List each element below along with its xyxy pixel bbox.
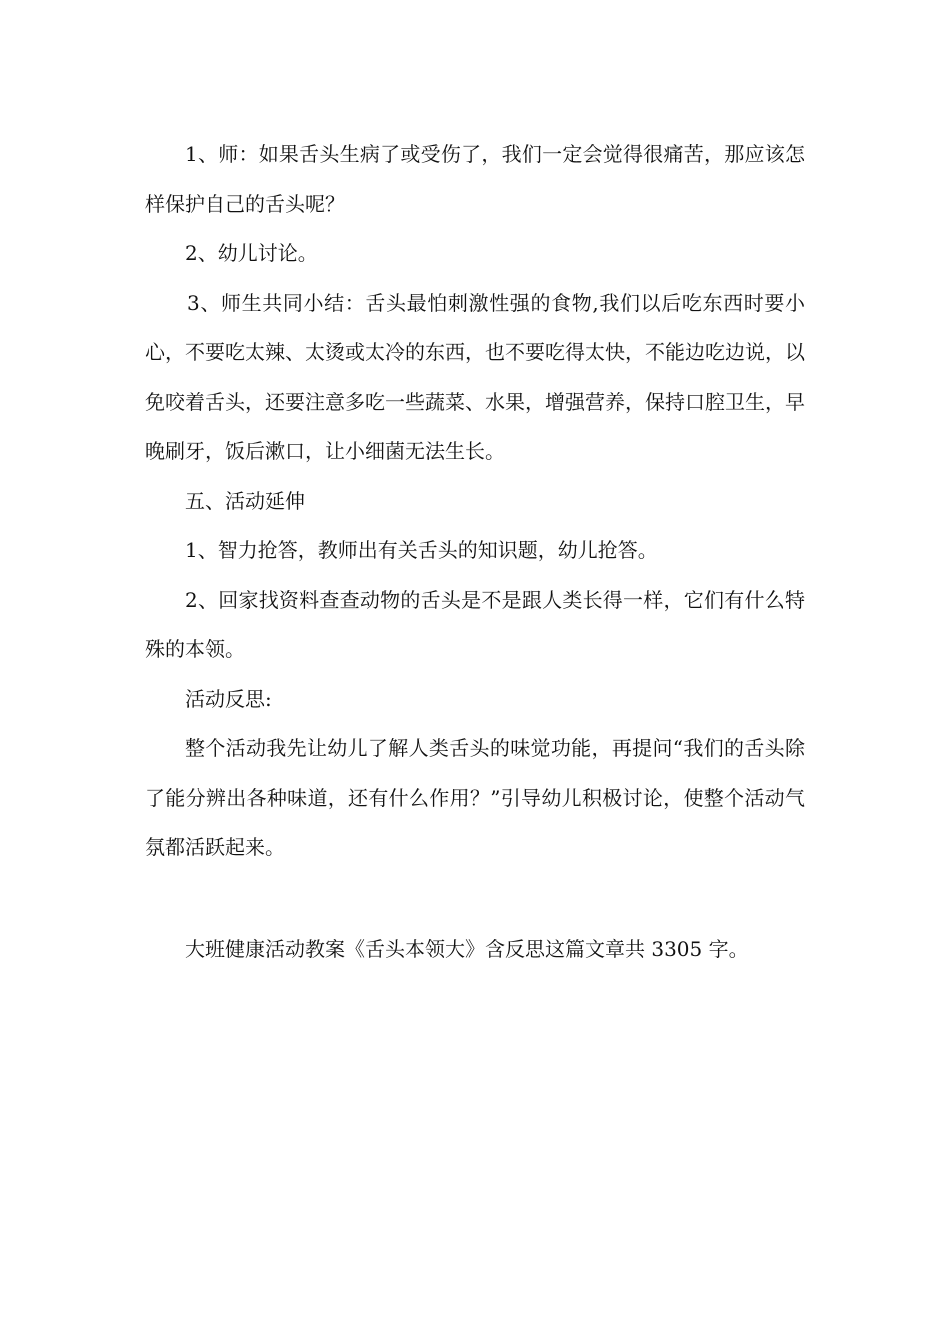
paragraph-home-research: 2、回家找资料查查动物的舌头是不是跟人类长得一样，它们有什么特殊的本领。: [145, 587, 805, 661]
paragraph-protect-tongue-question: 1、师：如果舌头生病了或受伤了，我们一定会觉得很痛苦，那应该怎样保护自己的舌头呢？: [145, 142, 805, 216]
document-body: [145, 130, 805, 873]
paragraph-summary: 3、师生共同小结：舌头最怕刺激性强的食物,我们以后吃东西时要小心，不要吃太辣、太烫或太冷的东西，也不要吃得太快，不能边吃边说，以免咬着舌头，还要注意多吃一些蔬菜、水果，增强营养，保持口腔卫生，早晚刷牙，饭后漱口，让小细菌无法生长。: [145, 290, 805, 463]
article-word-count-footer: 大班健康活动教案《舌头本领大》含反思这篇文章共 3305 字。: [185, 937, 749, 961]
paragraph-quiz: 1、智力抢答，教师出有关舌头的知识题，幼儿抢答。: [185, 538, 658, 562]
section-heading-activity-extension: 五、活动延伸: [185, 488, 305, 513]
paragraph-children-discuss: 2、幼儿讨论。: [185, 241, 318, 265]
section-heading-reflection: 活动反思:: [185, 686, 272, 711]
paragraph-reflection: 整个活动我先让幼儿了解人类舌头的味觉功能，再提问“我们的舌头除了能分辨出各种味道，还有什么作用？”引导幼儿积极讨论，使整个活动气氛都活跃起来。: [145, 736, 805, 859]
